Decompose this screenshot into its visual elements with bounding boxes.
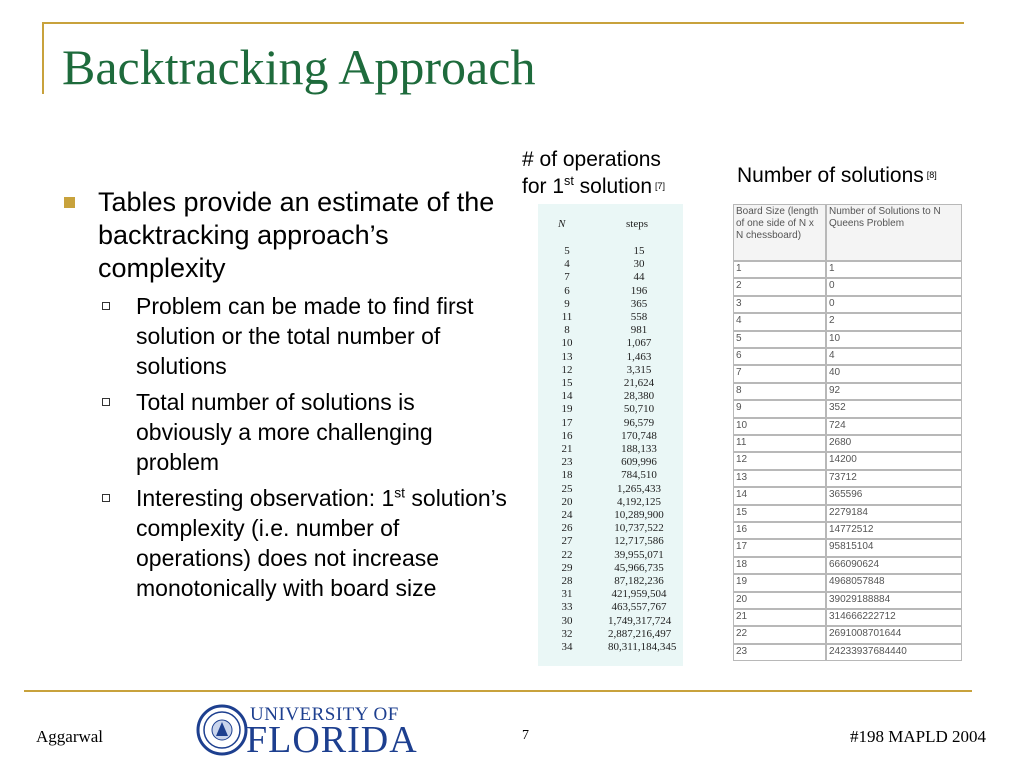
ops-cell-steps: 1,265,433	[617, 482, 661, 495]
solutions-cell-board-size: 4	[733, 313, 826, 330]
ops-cell-steps: 1,749,317,724	[608, 614, 672, 627]
solutions-cell-board-size: 8	[733, 383, 826, 400]
hollow-square-bullet-icon	[102, 302, 110, 310]
solutions-cell-board-size: 23	[733, 644, 826, 661]
solutions-cell-count: 2691008701644	[826, 626, 962, 643]
ops-cell-n: 23	[561, 456, 573, 469]
ops-cell-steps: 196	[630, 284, 648, 297]
ops-cell-n: 4	[564, 258, 570, 271]
ops-table-row	[538, 483, 683, 497]
solutions-cell-board-size: 15	[733, 505, 826, 522]
ops-table-row	[538, 430, 683, 444]
sub-bullet-text: Total number of solutions is obviously a more challenging problem	[136, 389, 433, 475]
solutions-cell-count: 39029188884	[826, 592, 962, 609]
ops-table-row	[538, 641, 683, 655]
ops-cell-n: 34	[561, 641, 573, 653]
ops-cell-n: 18	[561, 469, 573, 482]
ops-steps-table	[538, 204, 683, 666]
ops-table-row	[538, 417, 683, 431]
sub-bullet-text: Problem can be made to find first solution or the total number of solutions	[136, 293, 474, 379]
ops-cell-steps: 784,510	[621, 469, 657, 482]
ops-cell-steps: 96,579	[623, 416, 655, 429]
ops-cell-steps: 1,463	[626, 350, 652, 363]
solutions-cell-board-size: 20	[733, 592, 826, 609]
ops-cell-n: 22	[561, 548, 573, 561]
ops-cell-steps: 44	[633, 271, 645, 284]
solutions-cell-board-size: 6	[733, 348, 826, 365]
ops-table-row	[538, 311, 683, 325]
solutions-cell-board-size: 1	[733, 261, 826, 278]
ops-cell-n: 31	[561, 588, 573, 601]
ops-cell-n: 14	[561, 390, 573, 403]
ops-cell-steps: 45,966,735	[614, 561, 664, 574]
ops-cell-n: 17	[561, 416, 573, 429]
ops-table-row	[538, 298, 683, 312]
ops-cell-n: 32	[561, 627, 573, 640]
ops-caption-line1: # of operations	[522, 148, 661, 171]
solutions-cell-count: 2279184	[826, 505, 962, 522]
solutions-cell-board-size: 13	[733, 470, 826, 487]
sub-bullet-1	[62, 291, 512, 381]
ops-table-row	[538, 390, 683, 404]
ops-cell-n: 21	[561, 443, 573, 455]
solutions-cell-board-size: 12	[733, 452, 826, 469]
solutions-cell-board-size: 10	[733, 418, 826, 435]
ops-table-row	[538, 456, 683, 470]
ops-table-row	[538, 509, 683, 523]
solutions-cell-board-size: 9	[733, 400, 826, 417]
ops-table-caption	[522, 146, 665, 200]
ops-cell-steps: 188,133	[621, 443, 657, 455]
ops-table-row	[538, 337, 683, 351]
solutions-cell-count: 724	[826, 418, 962, 435]
ops-table-row	[538, 615, 683, 629]
ops-cell-n: 12	[561, 363, 573, 376]
solutions-cell-board-size: 22	[733, 626, 826, 643]
ops-header-n: N	[558, 218, 566, 230]
ops-cell-steps: 50,710	[623, 403, 655, 416]
solutions-caption-text: Number of solutions	[737, 164, 924, 187]
ops-cell-n: 29	[561, 561, 573, 574]
ops-cell-n: 19	[561, 403, 573, 416]
ops-table-row	[538, 351, 683, 365]
ops-cell-n: 24	[561, 509, 573, 521]
ops-table-row	[538, 469, 683, 483]
ops-cell-n: 11	[561, 311, 573, 323]
sub-bullet-text-post: solution’s complexity (i.e. number of operations) does not increase monotonically with board size	[136, 485, 507, 601]
solutions-cell-count: 1	[826, 261, 962, 278]
ops-table-row	[538, 364, 683, 378]
solutions-cell-board-size: 7	[733, 365, 826, 382]
solutions-cell-count: 14772512	[826, 522, 962, 539]
ops-cell-steps: 4,192,125	[617, 495, 661, 508]
ops-cell-steps: 558	[630, 311, 648, 323]
solutions-cell-board-size: 17	[733, 539, 826, 556]
ops-cell-steps: 10,289,900	[614, 509, 664, 521]
ops-table-row	[538, 601, 683, 615]
solutions-cell-board-size: 19	[733, 574, 826, 591]
ops-cell-n: 10	[561, 337, 573, 350]
ops-table-row	[538, 588, 683, 602]
solutions-cell-count: 0	[826, 296, 962, 313]
solutions-cell-count: 14200	[826, 452, 962, 469]
footer-author: Aggarwal	[36, 727, 104, 746]
solutions-cell-count: 4	[826, 348, 962, 365]
hollow-square-bullet-icon	[102, 494, 110, 502]
ops-cell-n: 33	[561, 601, 573, 614]
ops-table-row	[538, 535, 683, 549]
ops-cell-steps: 21,624	[623, 377, 655, 389]
solutions-cell-board-size: 11	[733, 435, 826, 452]
ops-cell-steps: 1,067	[626, 337, 652, 350]
ops-table-row	[538, 285, 683, 299]
ops-cell-steps: 421,959,504	[611, 588, 667, 601]
ops-cell-steps: 10,737,522	[614, 522, 664, 535]
sub-bullet-3	[62, 483, 512, 603]
ops-cell-steps: 2,887,216,497	[608, 627, 672, 640]
solutions-cell-count: 666090624	[826, 557, 962, 574]
ops-cell-n: 7	[564, 271, 570, 284]
main-bullet-text: Tables provide an estimate of the backtracking approach’s complexity	[98, 187, 495, 283]
ops-cell-steps: 80,311,184,345	[608, 641, 677, 653]
solutions-cell-count: 4968057848	[826, 574, 962, 591]
ops-cell-n: 26	[561, 522, 573, 535]
ops-cell-n: 16	[561, 429, 573, 442]
ops-table-row	[538, 271, 683, 285]
solutions-cell-count: 352	[826, 400, 962, 417]
footer-line	[24, 690, 972, 692]
solutions-cell-count: 95815104	[826, 539, 962, 556]
solutions-cell-count: 365596	[826, 487, 962, 504]
ops-table-row	[538, 575, 683, 589]
sub-bullet-text-pre: Interesting observation: 1	[136, 485, 395, 511]
ops-caption-sup: st	[564, 174, 574, 188]
square-bullet-icon	[64, 197, 75, 208]
solutions-caption-ref: [8]	[926, 170, 937, 180]
ops-cell-steps: 365	[630, 297, 648, 310]
ops-table-row	[538, 496, 683, 510]
solutions-cell-count: 24233937684440	[826, 644, 962, 661]
solutions-cell-board-size: 18	[733, 557, 826, 574]
ops-cell-steps: 87,182,236	[614, 575, 664, 587]
frame-left-line	[42, 22, 44, 94]
ops-cell-steps: 30	[633, 258, 645, 271]
ops-table-row	[538, 549, 683, 563]
ops-cell-steps: 3,315	[626, 363, 652, 376]
ops-table-row	[538, 562, 683, 576]
logo-text-university-of: UNIVERSITY OF	[250, 704, 399, 725]
solutions-cell-board-size: 2	[733, 278, 826, 295]
solutions-cell-board-size: 16	[733, 522, 826, 539]
ops-cell-steps: 463,557,767	[611, 601, 667, 614]
ops-cell-steps: 170,748	[621, 429, 657, 442]
ops-cell-n: 27	[561, 535, 573, 548]
ops-table-row	[538, 377, 683, 391]
logo-text-florida: FLORIDA	[246, 719, 418, 761]
ops-cell-n: 9	[564, 297, 570, 310]
hollow-square-bullet-icon	[102, 398, 110, 406]
solutions-cell-count: 73712	[826, 470, 962, 487]
solutions-cell-board-size: 5	[733, 331, 826, 348]
solutions-cell-count: 40	[826, 365, 962, 382]
ops-cell-n: 13	[561, 350, 573, 363]
slide-title: Backtracking Approach	[62, 39, 536, 95]
ops-cell-steps: 981	[630, 324, 648, 337]
university-seal-icon	[196, 702, 248, 758]
ops-cell-steps: 28,380	[623, 390, 655, 403]
solutions-header-count: Number of Solutions to N Queens Problem	[826, 204, 962, 261]
ops-header-steps: steps	[626, 218, 648, 230]
ops-caption-post: solution	[573, 175, 653, 198]
ops-caption-pre: for 1	[522, 175, 565, 198]
ops-cell-n: 20	[561, 495, 573, 508]
ops-table-row	[538, 628, 683, 642]
footer-event: #198 MAPLD 2004	[849, 727, 986, 746]
main-bullet	[62, 186, 512, 285]
ops-table-row	[538, 522, 683, 536]
bullet-list	[62, 186, 512, 603]
ops-table-row	[538, 403, 683, 417]
page-number: 7	[522, 728, 529, 743]
solutions-cell-count: 92	[826, 383, 962, 400]
sub-bullet-2	[62, 387, 512, 477]
solutions-cell-board-size: 14	[733, 487, 826, 504]
solutions-cell-count: 0	[826, 278, 962, 295]
ops-cell-n: 28	[561, 575, 573, 587]
ops-cell-n: 25	[561, 482, 573, 495]
ops-table-row	[538, 324, 683, 338]
frame-top-line	[42, 22, 964, 24]
solutions-header-board-size: Board Size (length of one side of N x N chessboard)	[733, 204, 826, 261]
ops-cell-steps: 12,717,586	[614, 535, 664, 548]
ops-table-row	[538, 443, 683, 457]
ops-table-row	[538, 245, 683, 259]
solutions-cell-count: 10	[826, 331, 962, 348]
solutions-cell-count: 2	[826, 313, 962, 330]
ordinal-suffix: st	[394, 485, 406, 501]
ops-cell-n: 8	[564, 324, 570, 337]
ops-caption-line2	[522, 173, 665, 200]
university-logo	[196, 702, 418, 760]
solutions-cell-count: 2680	[826, 435, 962, 452]
ops-table-row	[538, 258, 683, 272]
ops-cell-n: 6	[564, 284, 570, 297]
ops-cell-steps: 609,996	[621, 456, 657, 469]
ops-cell-steps: 39,955,071	[614, 548, 664, 561]
ops-cell-n: 5	[564, 245, 570, 257]
solutions-cell-board-size: 3	[733, 296, 826, 313]
ops-cell-steps: 15	[633, 245, 645, 257]
solutions-cell-count: 314666222712	[826, 609, 962, 626]
ops-cell-n: 15	[561, 377, 573, 389]
ops-cell-n: 30	[561, 614, 573, 627]
ops-caption-ref: [7]	[655, 181, 666, 191]
solutions-cell-board-size: 21	[733, 609, 826, 626]
solutions-table-caption	[737, 162, 937, 189]
